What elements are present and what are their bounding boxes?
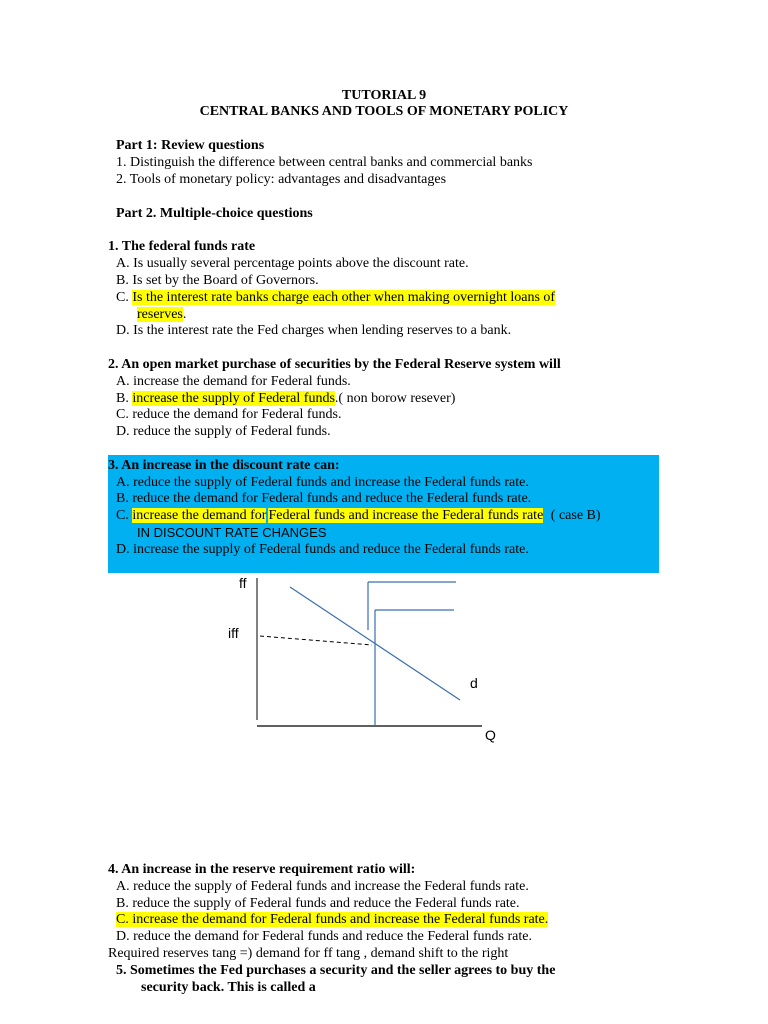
part1-item-1: 1. Distinguish the difference between central banks and commercial banks [116,155,533,170]
q3-option-c-note: ( case B) [550,508,601,523]
q1-option-c-highlight-2: reserves [137,307,183,322]
graph-x-label: Q [485,727,496,743]
graph-curve-label: d [470,675,478,691]
q1-option-a: A. Is usually several percentage points above the discount rate. [116,256,469,271]
q4-option-d: D. reduce the demand for Federal funds and reduce the Federal funds rate. [116,929,532,944]
fed-funds-graph [230,568,520,748]
q3-option-a: A. reduce the supply of Federal funds and increase the Federal funds rate. [116,475,529,490]
q3-option-d: D. increase the supply of Federal funds and reduce the Federal funds rate. [116,542,529,557]
q2-option-b-letter: B. [116,391,129,406]
q3-option-c-highlight-1: increase the demand for [132,508,267,523]
q4-option-c-highlight: C. increase the demand for Federal funds and increase the Federal funds rate. [116,912,549,927]
q4-option-c [116,911,548,928]
q2-option-d: D. reduce the supply of Federal funds. [116,424,331,439]
q2-option-b-highlight: increase the supply of Federal funds [132,391,335,406]
q5-stem-line-1: 5. Sometimes the Fed purchases a security and the seller agrees to buy the [116,963,556,978]
graph-y-label: ff [239,575,247,591]
q1-option-b: B. Is set by the Board of Governors. [116,273,319,288]
q4-stem: 4. An increase in the reserve requirement ratio will: [108,862,416,877]
q3-option-c-highlight-2: Federal funds and increase the Federal funds rate [268,508,544,523]
q3-stem: 3. An increase in the discount rate can: [108,458,340,473]
q1-option-c-period: . [182,307,187,322]
q3-annotation: IN DISCOUNT RATE CHANGES [137,525,327,540]
q1-option-c-cont [137,306,186,323]
q2-stem: 2. An open market purchase of securities by the Federal Reserve system will [108,357,561,372]
q1-option-d: D. Is the interest rate the Fed charges when lending reserves to a bank. [116,323,512,338]
part1-item-2: 2. Tools of monetary policy: advantages and disadvantages [116,172,447,187]
q1-stem: 1. The federal funds rate [108,239,256,254]
page-subtitle: CENTRAL BANKS AND TOOLS OF MONETARY POLICY [199,104,569,119]
part1-heading: Part 1: Review questions [116,138,265,153]
q2-option-b-note: .( non borow resever) [334,391,456,406]
q1-option-c [116,289,555,306]
q2-option-b [116,390,455,407]
q1-option-c-letter: C. [116,290,129,305]
graph-rate-label: iff [228,625,239,641]
q2-option-c: C. reduce the demand for Federal funds. [116,407,342,422]
q2-option-a: A. increase the demand for Federal funds. [116,374,351,389]
q4-note: Required reserves tang =) demand for ff tang , demand shift to the right [108,946,509,961]
q4-option-b: B. reduce the supply of Federal funds and reduce the Federal funds rate. [116,896,520,911]
q3-option-b: B. reduce the demand for Federal funds and reduce the Federal funds rate. [116,491,532,506]
q3-option-c [116,507,601,524]
q3-option-c-letter: C. [116,508,129,523]
q5-stem-line-2: security back. This is called a [141,980,316,995]
q1-option-c-highlight: Is the interest rate banks charge each other when making overnight loans of [132,290,556,305]
page-title: TUTORIAL 9 [341,88,427,103]
part2-heading: Part 2. Multiple-choice questions [116,206,313,221]
q4-option-a: A. reduce the supply of Federal funds and increase the Federal funds rate. [116,879,529,894]
graph-rate-guideline [260,636,372,645]
